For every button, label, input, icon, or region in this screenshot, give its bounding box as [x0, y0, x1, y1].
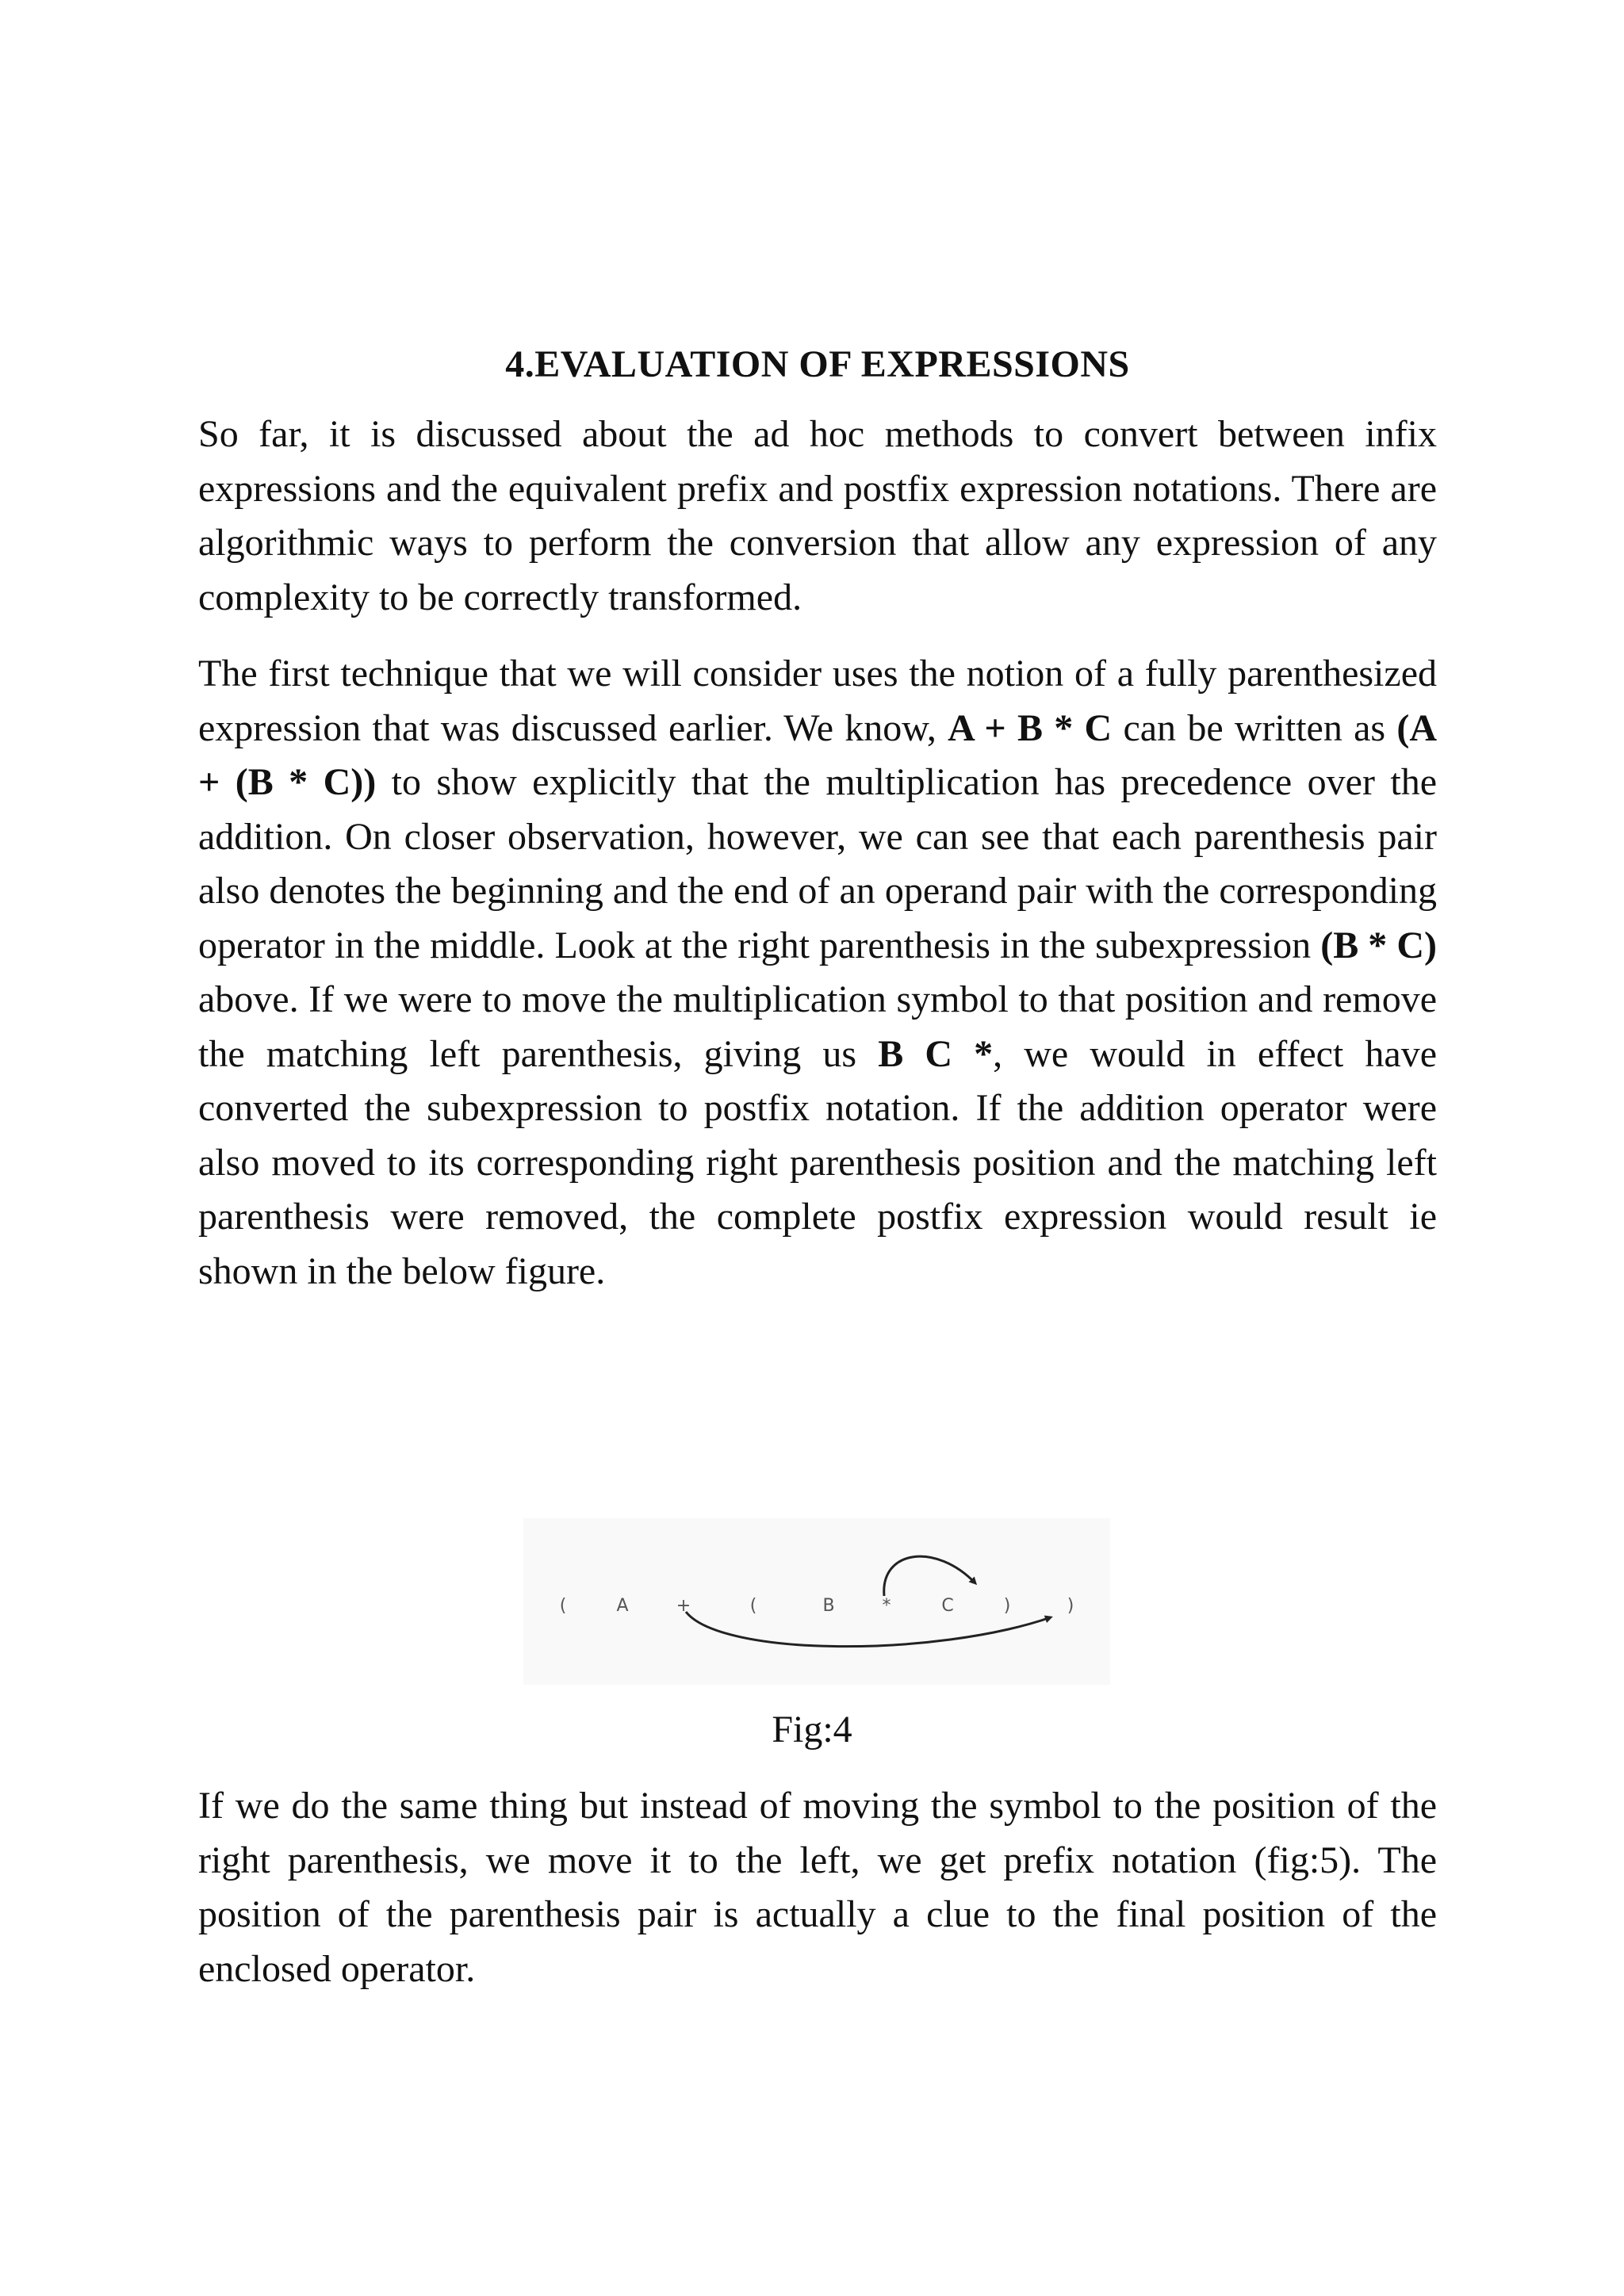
token-close-paren-inner: ) — [1003, 1596, 1011, 1616]
expression-subexpression: (B * C) — [1320, 924, 1437, 966]
section-heading: 4.EVALUATION OF EXPRESSIONS — [505, 343, 1130, 385]
paragraph-intro: So far, it is discussed about the ad hoc methods to convert between infix expressions and the equivalent prefix and postfix expression notations. There are algorithmic ways to perform the conversion that allow any expression of any complexity to be correctly transformed. — [198, 413, 1437, 618]
page-body — [198, 341, 1437, 1299]
paragraph-technique-text-4: above. If we were to move the multiplication symbol to that position and remove the matching left parenthesis, giving us — [198, 978, 1437, 1075]
token-b: B — [822, 1596, 835, 1616]
paragraph-prefix: If we do the same thing but instead of moving the symbol to the position of the right parenthesis, we move it to the left, we get prefix notation (fig:5). The position of the parenthesis pair is actually a clue to the final position of the enclosed operator. — [198, 1785, 1437, 1990]
arrow-multiply-to-right-paren — [884, 1556, 975, 1596]
token-c: C — [941, 1596, 954, 1616]
paragraph-technique-text-3: to show explicitly that the multiplication has precedence over the addition. On closer observation, however, we can see that each parenthesis pair also denotes the beginning and the end of an operand pair with the corresponding operator in the middle. Look at the right parenthesis in the subexpression — [198, 761, 1438, 966]
figure-diagram — [523, 1518, 1110, 1685]
token-star: * — [882, 1596, 891, 1616]
paragraph-technique — [198, 647, 1437, 1299]
page-body-continued — [198, 1779, 1437, 1996]
token-close-paren-outer: ) — [1067, 1596, 1074, 1616]
token-open-paren-outer: ( — [559, 1596, 567, 1616]
figure-postfix-conversion — [523, 1518, 1110, 1685]
token-a: A — [616, 1596, 629, 1616]
arrow-plus-to-right-paren — [686, 1612, 1051, 1647]
expression-infix: A + B * C — [948, 706, 1113, 749]
figure-caption: Fig:4 — [772, 1709, 852, 1751]
paragraph-technique-text-2: can be written as — [1112, 706, 1397, 749]
paragraph-technique-text-1: The first technique that we will consider uses the notion of a fully parenthesized expression that was discussed earlier. We know, — [198, 652, 1437, 749]
token-open-paren-inner: ( — [749, 1596, 757, 1616]
paragraph-technique-text-5: , we would in effect have converted the subexpression to postfix notation. If the addition operator were also moved to its corresponding right parenthesis position and the matching left parenthesis were removed, the complete postfix expression would result ie shown in the below figure. — [198, 1032, 1438, 1292]
expression-postfix-sub: B C * — [878, 1032, 994, 1075]
expression-fully-parenthesized: (A + (B * C)) — [198, 706, 1438, 803]
token-plus: + — [676, 1596, 691, 1616]
